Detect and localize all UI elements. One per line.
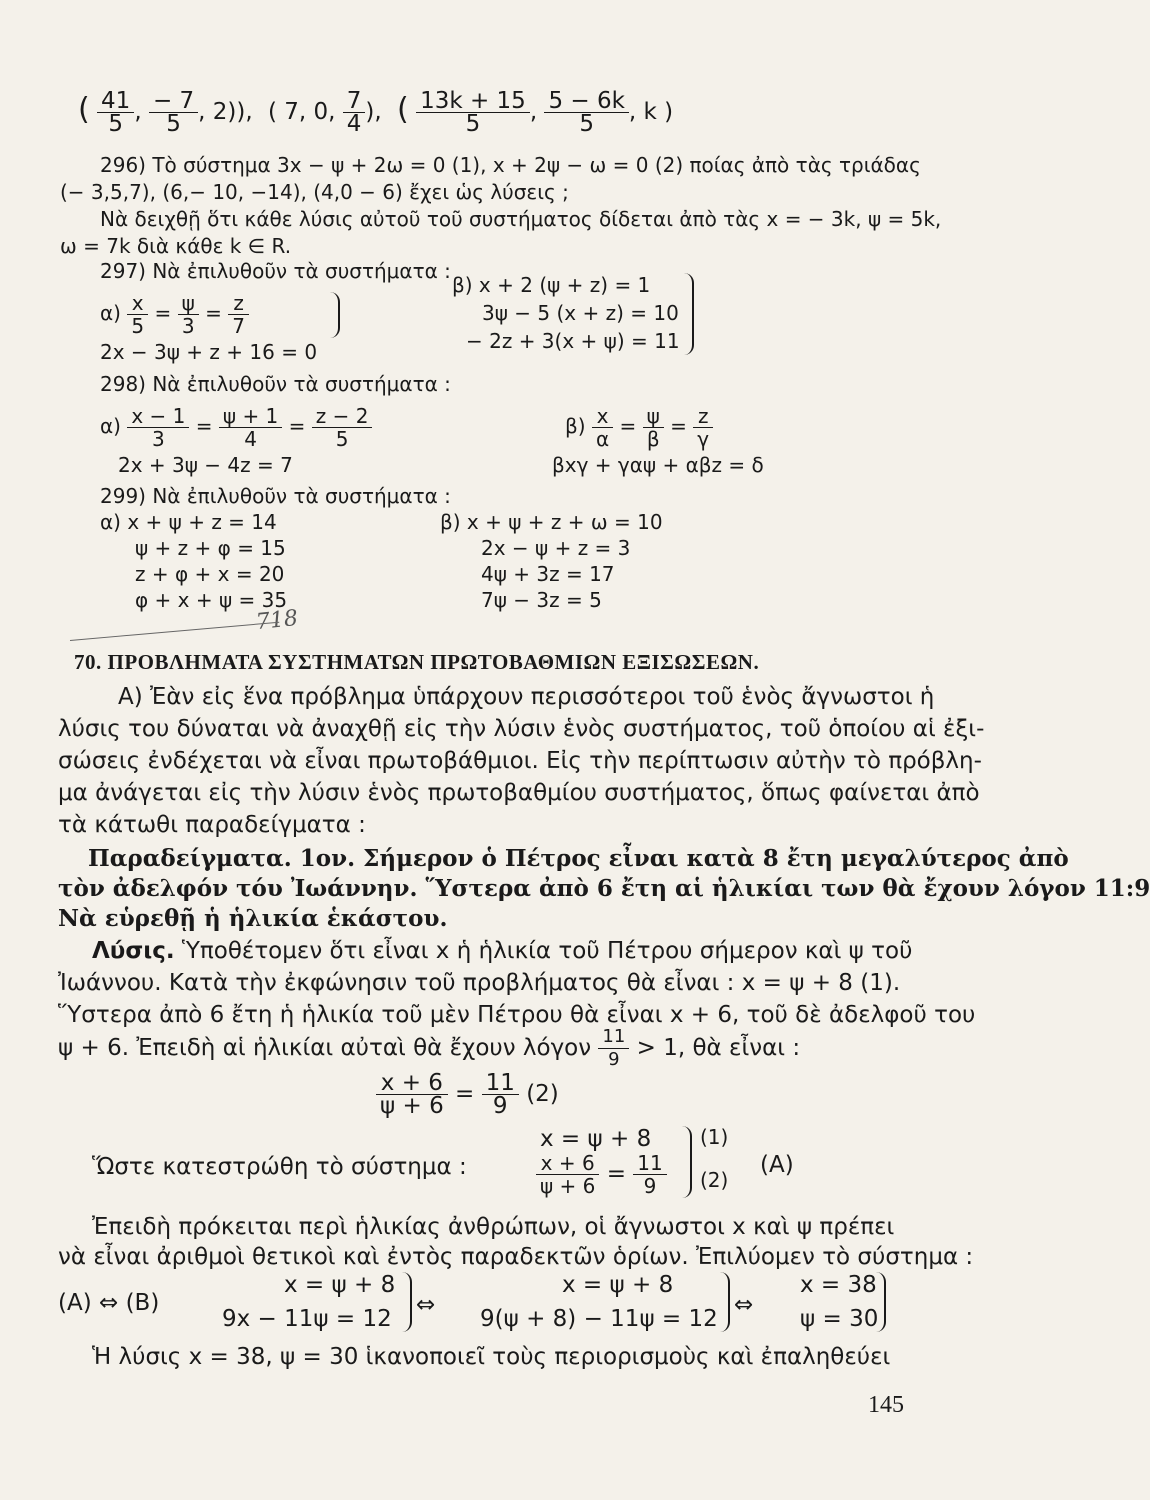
fraction: $\frac{5 - 6k}{5}$ — [544, 90, 628, 135]
ex298-b: β) $\frac{x}{\alpha}$ = $\frac{\psi}{\beta}$ = $\frac{z}{\gamma}$ — [565, 405, 713, 450]
system-a-eq2: $\frac{x + 6}{\psi + 6}$ = $\frac{11}{9}$ — [536, 1152, 667, 1197]
system-c-eq1: x = ψ + 8 — [562, 1272, 674, 1298]
solution-line: ψ + 6. Ἐπειδὴ αἱ ἡλικίαι αὐταὶ θὰ ἔχουν λόγον $\frac{11}{9}$ > 1, θὰ εἶναι : — [58, 1026, 801, 1070]
system-d-eq1: x = 38 — [800, 1272, 877, 1298]
ex296-line2: (− 3,5,7), (6,− 10, −14), (4,0 − 6) ἔχει ὡς λύσεις ; — [60, 180, 569, 204]
fraction: $\frac{z}{\gamma}$ — [693, 405, 713, 450]
fraction: $\frac{11}{9}$ — [633, 1152, 666, 1197]
system-c-eq2: 9(ψ + 8) − 11ψ = 12 — [480, 1306, 718, 1332]
system-d-eq2: ψ = 30 — [800, 1306, 879, 1332]
equivalence-arrow: ⇔ — [734, 1292, 754, 1318]
fraction: $\frac{11}{9}$ — [598, 1026, 629, 1071]
page-number: 145 — [868, 1392, 904, 1418]
paragraph-line: λύσις του δύναται νὰ ἀναχθῇ εἰς τὴν λύσιν ἑνὸς συστήματος, τοῦ ὁποίου αἱ ἐξι- — [58, 716, 985, 742]
tuple-1: ( $\frac{41}{5}$ , $\frac{- 7}{5}$ , 2)), — [78, 88, 253, 137]
paragraph-line: σώσεις ἐνδέχεται νὰ εἶναι πρωτοβάθμιοι. Εἰς τὴν περίπτωσιν αὐτὴν τὸ πρόβλη- — [58, 748, 982, 774]
example-line: Νὰ εὑρεθῇ ἡ ἡλικία ἑκάστου. — [58, 905, 448, 932]
ex299-b4: 7ψ − 3z = 5 — [481, 588, 602, 612]
solution-line: Λύσις. Ὑποθέτομεν ὅτι εἶναι x ἡ ἡλικία τοῦ Πέτρου σήμερον καὶ ψ τοῦ — [92, 938, 913, 964]
equivalence-label: (A) ⇔ (B) — [58, 1290, 160, 1316]
paragraph-line: Α) Ἐὰν εἰς ἕνα πρόβλημα ὑπάρχουν περισσότεροι τοῦ ἑνὸς ἄγνωστοι ἡ — [118, 684, 935, 710]
ex296-line1: 296) Τὸ σύστημα 3x − ψ + 2ω = 0 (1), x + 2ψ − ω = 0 (2) ποίας ἀπὸ τὰς τριάδας — [100, 153, 921, 177]
ex297-a: α) $\frac{x}{5}$ = $\frac{\psi}{3}$ = $\frac{z}{7}$ — [100, 292, 249, 337]
example-line: Παραδείγματα. 1ον. Σήμερον ὁ Πέτρος εἶναι κατὰ 8 ἔτη μεγαλύτερος ἀπὸ — [88, 845, 1069, 872]
fraction: $\frac{13k + 15}{5}$ — [416, 90, 530, 135]
fraction: $\frac{z - 2}{5}$ — [312, 405, 373, 450]
system-a-tag: (A) — [760, 1152, 794, 1178]
system-b-eq2: 9x − 11ψ = 12 — [222, 1306, 392, 1332]
equivalence-arrow: ⇔ — [416, 1292, 436, 1318]
brace — [680, 1126, 692, 1198]
ex296-line3: Νὰ δειχθῇ ὅτι κάθε λύσις αὐτοῦ τοῦ συστήματος δίδεται ἀπὸ τὰς x = − 3k, ψ = 5k, — [100, 207, 942, 231]
hence-label: Ὥστε κατεστρώθη τὸ σύστημα : — [92, 1154, 467, 1180]
section-title: 70. ΠΡΟΒΛΗΜΑΤΑ ΣΥΣΤΗΜΑΤΩΝ ΠΡΩΤΟΒΑΘΜΙΩΝ ΕΞΙΣΩΣΕΩΝ. — [74, 650, 760, 674]
equation-2: $\frac{x + 6}{\psi + 6}$ = $\frac{11}{9}$ (2) — [376, 1072, 559, 1117]
fraction: $\frac{x - 1}{3}$ — [127, 405, 189, 450]
ex297-header: 297) Νὰ ἐπιλυθοῦν τὰ συστήματα : — [100, 259, 451, 283]
paragraph-line: τὰ κάτωθι παραδείγματα : — [58, 812, 366, 838]
pencil-line — [70, 622, 279, 641]
fraction: $\frac{\psi}{3}$ — [178, 292, 199, 337]
ex299-a3: z + φ + x = 20 — [135, 562, 285, 586]
tuple-2: ( 7, 0, $\frac{7}{4}$ ), — [267, 88, 382, 137]
ex297-b-line2: 3ψ − 5 (x + z) = 10 — [482, 301, 679, 325]
brace — [328, 292, 340, 338]
fraction: $\frac{x + 6}{\psi + 6}$ — [376, 1072, 448, 1117]
handwritten-note: 718 — [254, 605, 300, 636]
fraction: $\frac{\psi + 1}{4}$ — [219, 405, 282, 450]
fraction: $\frac{z}{7}$ — [228, 292, 249, 337]
ex299-a2: ψ + z + φ = 15 — [135, 536, 286, 560]
fraction: $\frac{41}{5}$ — [97, 90, 134, 135]
fraction: $\frac{- 7}{5}$ — [149, 90, 198, 135]
tuple-3: ( $\frac{13k + 15}{5}$ , $\frac{5 - 6k}{5}$ , k ) — [397, 88, 674, 137]
ex299-a4: φ + x + ψ = 35 — [135, 588, 288, 612]
fraction: $\frac{x}{\alpha}$ — [592, 405, 613, 450]
paragraph-line: Ἡ λύσις x = 38, ψ = 30 ἱκανοποιεῖ τοὺς περιορισμοὺς καὶ ἐπαληθεύει — [92, 1344, 891, 1370]
fraction: $\frac{11}{9}$ — [482, 1072, 519, 1117]
ex297-a-line2: 2x − 3ψ + z + 16 = 0 — [100, 340, 318, 364]
ex299-b1: β) x + ψ + z + ω = 10 — [440, 510, 663, 534]
ex297-b-line1: β) x + 2 (ψ + z) = 1 — [452, 273, 651, 297]
system-a-eq1: x = ψ + 8 — [540, 1126, 652, 1152]
brace — [874, 1272, 886, 1332]
tuple-line — [78, 90, 673, 135]
ex299-header: 299) Νὰ ἐπιλυθοῦν τὰ συστήματα : — [100, 484, 451, 508]
ex299-b3: 4ψ + 3z = 17 — [481, 562, 615, 586]
ex297-b-line3: − 2z + 3(x + ψ) = 11 — [466, 329, 680, 353]
fraction: $\frac{7}{4}$ — [343, 90, 366, 135]
paragraph-line: Ἐπειδὴ πρόκειται περὶ ἡλικίας ἀνθρώπων, οἱ ἄγνωστοι x καὶ ψ πρέπει — [92, 1214, 895, 1240]
system-a-num1: (1) — [700, 1125, 729, 1149]
system-a-num2: (2) — [700, 1168, 729, 1192]
fraction: $\frac{x + 6}{\psi + 6}$ — [536, 1152, 599, 1197]
fraction: $\frac{x}{5}$ — [127, 292, 148, 337]
system-b-eq1: x = ψ + 8 — [284, 1272, 396, 1298]
ex299-a1: α) x + ψ + z = 14 — [100, 510, 277, 534]
brace — [400, 1272, 412, 1332]
ex298-a: α) $\frac{x - 1}{3}$ = $\frac{\psi + 1}{4}$ = $\frac{z - 2}{5}$ — [100, 405, 372, 450]
brace — [718, 1272, 730, 1332]
paragraph-line: νὰ εἶναι ἀριθμοὶ θετικοὶ καὶ ἐντὸς παραδεκτῶν ὁρίων. Ἐπιλύομεν τὸ σύστημα : — [58, 1244, 974, 1270]
ex298-a-line2: 2x + 3ψ − 4z = 7 — [118, 453, 293, 477]
ex299-b2: 2x − ψ + z = 3 — [481, 536, 631, 560]
solution-line: Ἰωάννου. Κατὰ τὴν ἐκφώνησιν τοῦ προβλήματος θὰ εἶναι : x = ψ + 8 (1). — [58, 970, 901, 996]
brace — [680, 273, 694, 355]
solution-line: Ὕστερα ἀπὸ 6 ἔτη ἡ ἡλικία τοῦ μὲν Πέτρου θὰ εἶναι x + 6, τοῦ δὲ ἀδελφοῦ του — [58, 1002, 976, 1028]
ex298-b-line2: βxγ + γαψ + αβz = δ — [552, 453, 764, 477]
fraction: $\frac{\psi}{\beta}$ — [643, 405, 664, 450]
paragraph-line: μα ἀνάγεται εἰς τὴν λύσιν ἑνὸς πρωτοβαθμίου συστήματος, ὅπως φαίνεται ἀπὸ — [58, 780, 980, 806]
ex296-line4: ω = 7k διὰ κάθε k ∈ R. — [60, 234, 292, 258]
example-line: τὸν ἀδελφόν τόυ Ἰωάννην. Ὕστερα ἀπὸ 6 ἔτη αἱ ἡλικίαι των θὰ ἔχουν λόγον 11:9 — [58, 875, 1150, 902]
ex298-header: 298) Νὰ ἐπιλυθοῦν τὰ συστήματα : — [100, 372, 451, 396]
